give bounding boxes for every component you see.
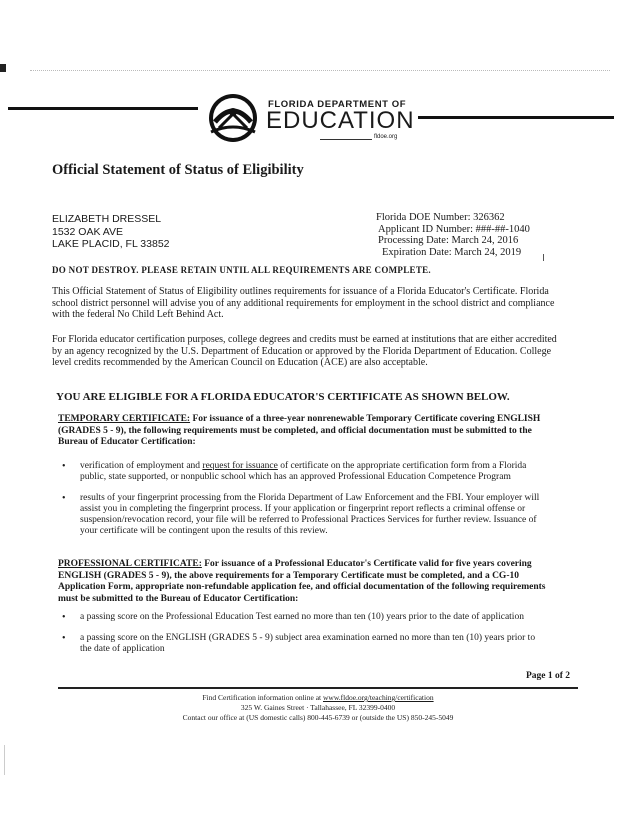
eligibility-statement: YOU ARE ELIGIBLE FOR A FLORIDA EDUCATOR'S CERTIFICATE AS SHOWN BELOW. bbox=[56, 391, 510, 403]
professional-text: For issuance of a Professional Educator's Certificate valid for five years covering ENGLISH (GRADES 5 - 9), the above requirements for a Temporary Certificate must be completed, and a CG-10 Application Form, appropriate non-refundable application fee, and official documentation of the following requirements must be submitted to the Bureau of Educator Certification: bbox=[58, 559, 546, 604]
identifier-block bbox=[376, 212, 530, 258]
list-item bbox=[58, 461, 548, 483]
logo-underline bbox=[320, 139, 372, 140]
scan-noise-line bbox=[30, 70, 610, 71]
scan-edge bbox=[4, 745, 5, 775]
requirement-text: a passing score on the Professional Education Test earned no more than ten (10) years prior to the date of application bbox=[80, 612, 524, 622]
footer-online-text: Find Certification information online at bbox=[202, 693, 323, 702]
footer-rule bbox=[58, 687, 578, 689]
recipient-city: LAKE PLACID, FL 33852 bbox=[52, 238, 170, 250]
education-wordmark: EDUCATION bbox=[266, 107, 415, 134]
temporary-requirements-list bbox=[58, 461, 548, 547]
list-item bbox=[58, 633, 548, 655]
requirement-text: results of your fingerprint processing from the Florida Department of Law Enforcement and the FBI. Your employer will assist you in completing the fingerprint process. If your application or fingerprint report reflects a criminal offense or suspension/revocation record, your file will be referred to Professional Practices Services for further review. Issuance of your certificate will be contingent upon the results of this review. bbox=[80, 493, 540, 536]
website-label: fldoe.org bbox=[374, 134, 398, 140]
requirement-text: a passing score on the ENGLISH (GRADES 5 - 9) subject area examination earned no more than ten (10) years prior to the date of application bbox=[80, 633, 536, 654]
fldoe-logo-icon bbox=[205, 92, 261, 144]
dept-name: FLORIDA DEPARTMENT OF bbox=[268, 99, 407, 110]
professional-requirements-list bbox=[58, 612, 548, 665]
bullet-icon: • bbox=[62, 633, 66, 644]
doe-number: Florida DOE Number: 326362 bbox=[376, 212, 505, 223]
scan-tick bbox=[543, 254, 544, 261]
processing-date: Processing Date: March 24, 2016 bbox=[378, 235, 519, 246]
retain-warning: DO NOT DESTROY. PLEASE RETAIN UNTIL ALL REQUIREMENTS ARE COMPLETE. bbox=[52, 265, 431, 275]
list-item bbox=[58, 493, 548, 537]
temporary-certificate-section bbox=[58, 414, 558, 449]
requirement-text: verification of employment and bbox=[80, 461, 203, 471]
recipient-address bbox=[52, 213, 170, 251]
page-number: Page 1 of 2 bbox=[526, 671, 571, 681]
recipient-name: ELIZABETH DRESSEL bbox=[52, 213, 162, 225]
temporary-heading: TEMPORARY CERTIFICATE: bbox=[58, 414, 191, 424]
bullet-icon: • bbox=[62, 493, 66, 504]
scan-mark bbox=[0, 64, 6, 72]
intro-paragraph: This Official Statement of Status of Eligibility outlines requirements for issuance of a Florida Educator's Certificate. Florida school district personnel will advise you of any additional requirements for employment in the school district and compliance with the federal No Child Left Behind Act. bbox=[52, 286, 555, 320]
page-title: Official Statement of Status of Eligibility bbox=[52, 162, 304, 178]
header-rule-left bbox=[8, 107, 198, 110]
header-rule-right bbox=[418, 116, 614, 119]
list-item bbox=[58, 612, 548, 623]
bullet-icon: • bbox=[62, 612, 66, 623]
footer-address: 325 W. Gaines Street · Tallahassee, FL 32399-0400 bbox=[240, 703, 396, 712]
professional-certificate-section bbox=[58, 559, 558, 605]
applicant-id: Applicant ID Number: ###-##-1040 bbox=[378, 223, 530, 235]
professional-heading: PROFESSIONAL CERTIFICATE: bbox=[58, 559, 202, 569]
recipient-street: 1532 OAK AVE bbox=[52, 225, 124, 238]
expiration-date: Expiration Date: March 24, 2019 bbox=[382, 246, 522, 258]
bullet-icon: • bbox=[62, 461, 66, 472]
request-for-issuance-link[interactable]: request for issuance bbox=[202, 461, 278, 471]
temporary-text: For issuance of a three-year nonrenewable Temporary Certificate covering ENGLISH (GRADES 5 - 9), the following requirements must be completed, and official documentation must be submitted to the Bureau of Educator Certification: bbox=[58, 414, 541, 447]
footer-line-online bbox=[58, 693, 578, 702]
requirement-text-cont: of certificate on the appropriate certification form from a Florida public, state supported, or nonpublic school which has an approved Professional Education Competence Program bbox=[80, 461, 527, 482]
accreditation-paragraph: For Florida educator certification purposes, college degrees and credits must be earned at institutions that are either accredited by an agency recognized by the U.S. Department of Education or approved by the Florida Department of Education. College level credits recommended by the American Council on Education (ACE) are also acceptable. bbox=[52, 334, 557, 368]
certification-website-link[interactable]: www.fldoe.org/teaching/certification bbox=[323, 693, 434, 702]
footer-contact: Contact our office at (US domestic calls) 800-445-6739 or (outside the US) 850-245-5049 bbox=[182, 713, 454, 722]
